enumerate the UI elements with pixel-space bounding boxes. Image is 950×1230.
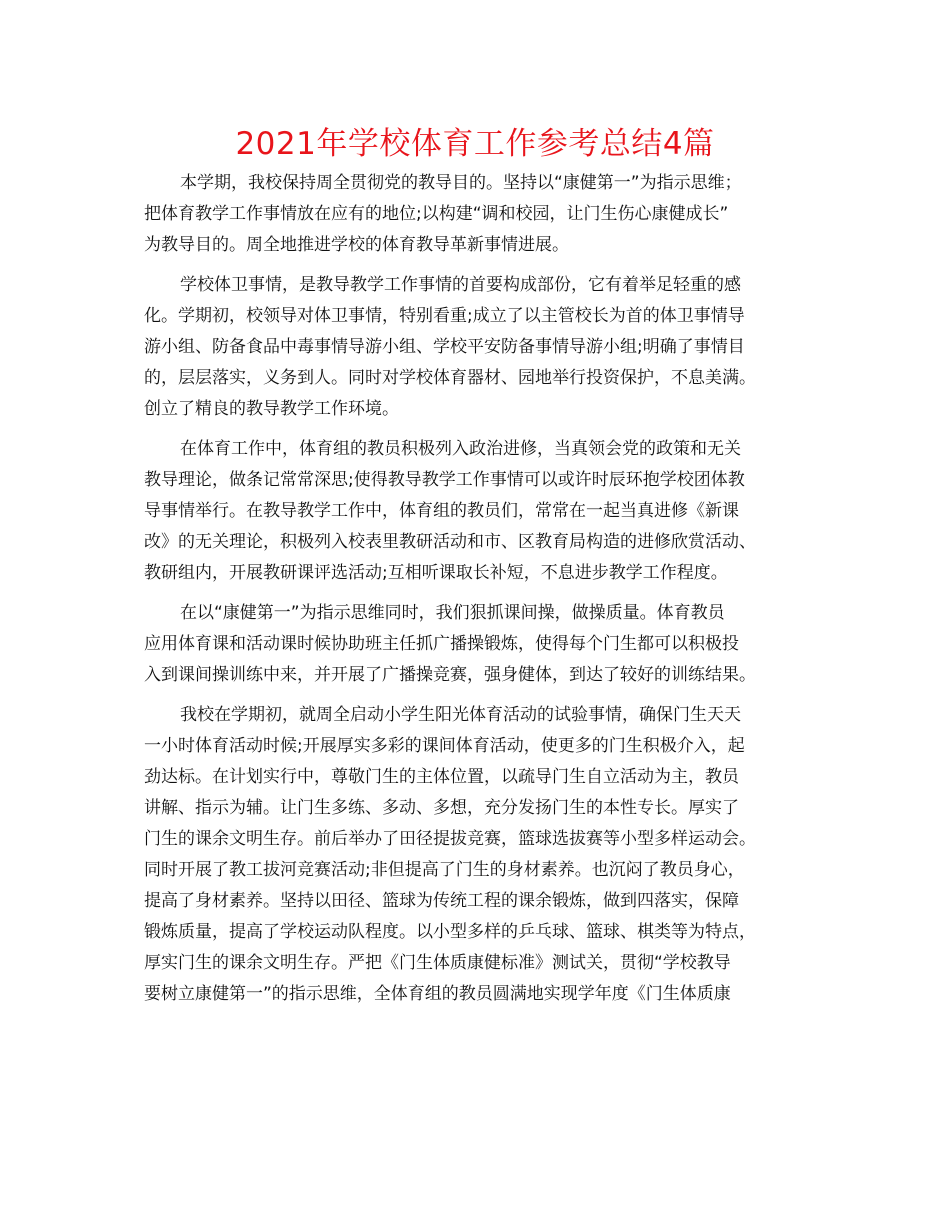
paragraph (144, 700, 814, 1010)
text-line: 化。学期初，校领导对体卫事情，特别看重;成立了以主管校长为首的体卫事情导 (144, 306, 745, 326)
paragraph (144, 434, 814, 589)
text-line: 改》的无关理论，积极列入校表里教研活动和市、区教育局构造的进修欣赏活动、 (144, 532, 756, 552)
text-line: 的，层层落实，义务到人。同时对学校体育器材、园地举行投资保护，不息美满。 (144, 368, 756, 388)
text-line: 厚实门生的课余文明生存。严把《门生体质康健标准》测试关，贯彻“学校教导 (144, 953, 731, 973)
text-line: 应用体育课和活动课时候协助班主任抓广播操锻炼，使得每个门生都可以积极投 (144, 634, 739, 654)
text-line: 入到课间操训练中来，并开展了广播操竞赛，强身健体，到达了较好的训练结果。 (144, 665, 756, 685)
text-line: 导事情举行。在教导教学工作中，体育组的教员们，常常在一起当真进修《新课 (144, 501, 739, 521)
text-line: 门生的课余文明生存。前后举办了田径提拔竞赛，篮球选拔赛等小型多样运动会。 (144, 829, 756, 849)
text-line: 要树立康健第一”的指示思维，全体育组的教员圆满地实现学年度《门生体质康 (144, 984, 731, 1004)
text-line: 教导理论，做条记常常深思;使得教导教学工作事情可以或许时辰环抱学校团体教 (144, 470, 745, 490)
text-line: 一小时体育活动时候;开展厚实多彩的课间体育活动，使更多的门生积极介入，起 (144, 736, 745, 756)
text-line: 学校体卫事情，是教导教学工作事情的首要构成部份，它有着举足轻重的感 (180, 275, 741, 295)
text-line: 在体育工作中，体育组的教员积极列入政治进修，当真领会党的政策和无关 (180, 439, 741, 459)
document-body (144, 168, 814, 1019)
text-line: 讲解、指示为辅。让门生多练、多动、多想，充分发扬门生的本性专长。厚实了 (144, 798, 739, 818)
text-line: 创立了精良的教导教学工作环境。 (144, 399, 399, 419)
document-title: 2021年学校体育工作参考总结4篇 (235, 126, 715, 162)
text-line: 为教导目的。周全地推进学校的体育教导革新事情进展。 (144, 235, 569, 255)
text-line: 同时开展了教工拔河竞赛活动;非但提高了门生的身材素养。也沉闷了教员身心， (144, 860, 745, 880)
text-line: 教研组内，开展教研课评选活动;互相听课取长补短，不息进步教学工作程度。 (144, 563, 728, 583)
text-line: 我校在学期初，就周全启动小学生阳光体育活动的试验事情，确保门生天天 (180, 705, 741, 725)
text-line: 提高了身材素养。坚持以田径、篮球为传统工程的课余锻炼，做到四落实，保障 (144, 891, 739, 911)
paragraph (144, 270, 814, 425)
text-line: 锻炼质量，提高了学校运动队程度。以小型多样的乒乓球、篮球、棋类等为特点， (144, 922, 756, 942)
paragraph (144, 168, 814, 261)
text-line: 本学期，我校保持周全贯彻党的教导目的。坚持以“康健第一”为指示思维； (180, 173, 742, 193)
text-line: 在以“康健第一”为指示思维同时，我们狠抓课间操，做操质量。体育教员 (180, 603, 725, 623)
text-line: 把体育教学工作事情放在应有的地位;以构建“调和校园，让门生伤心康健成长” (144, 204, 729, 224)
paragraph (144, 598, 814, 691)
text-line: 劲达标。在计划实行中，尊敬门生的主体位置，以疏导门生自立活动为主，教员 (144, 767, 739, 787)
text-line: 游小组、防备食品中毒事情导游小组、学校平安防备事情导游小组;明确了事情目 (144, 337, 745, 357)
